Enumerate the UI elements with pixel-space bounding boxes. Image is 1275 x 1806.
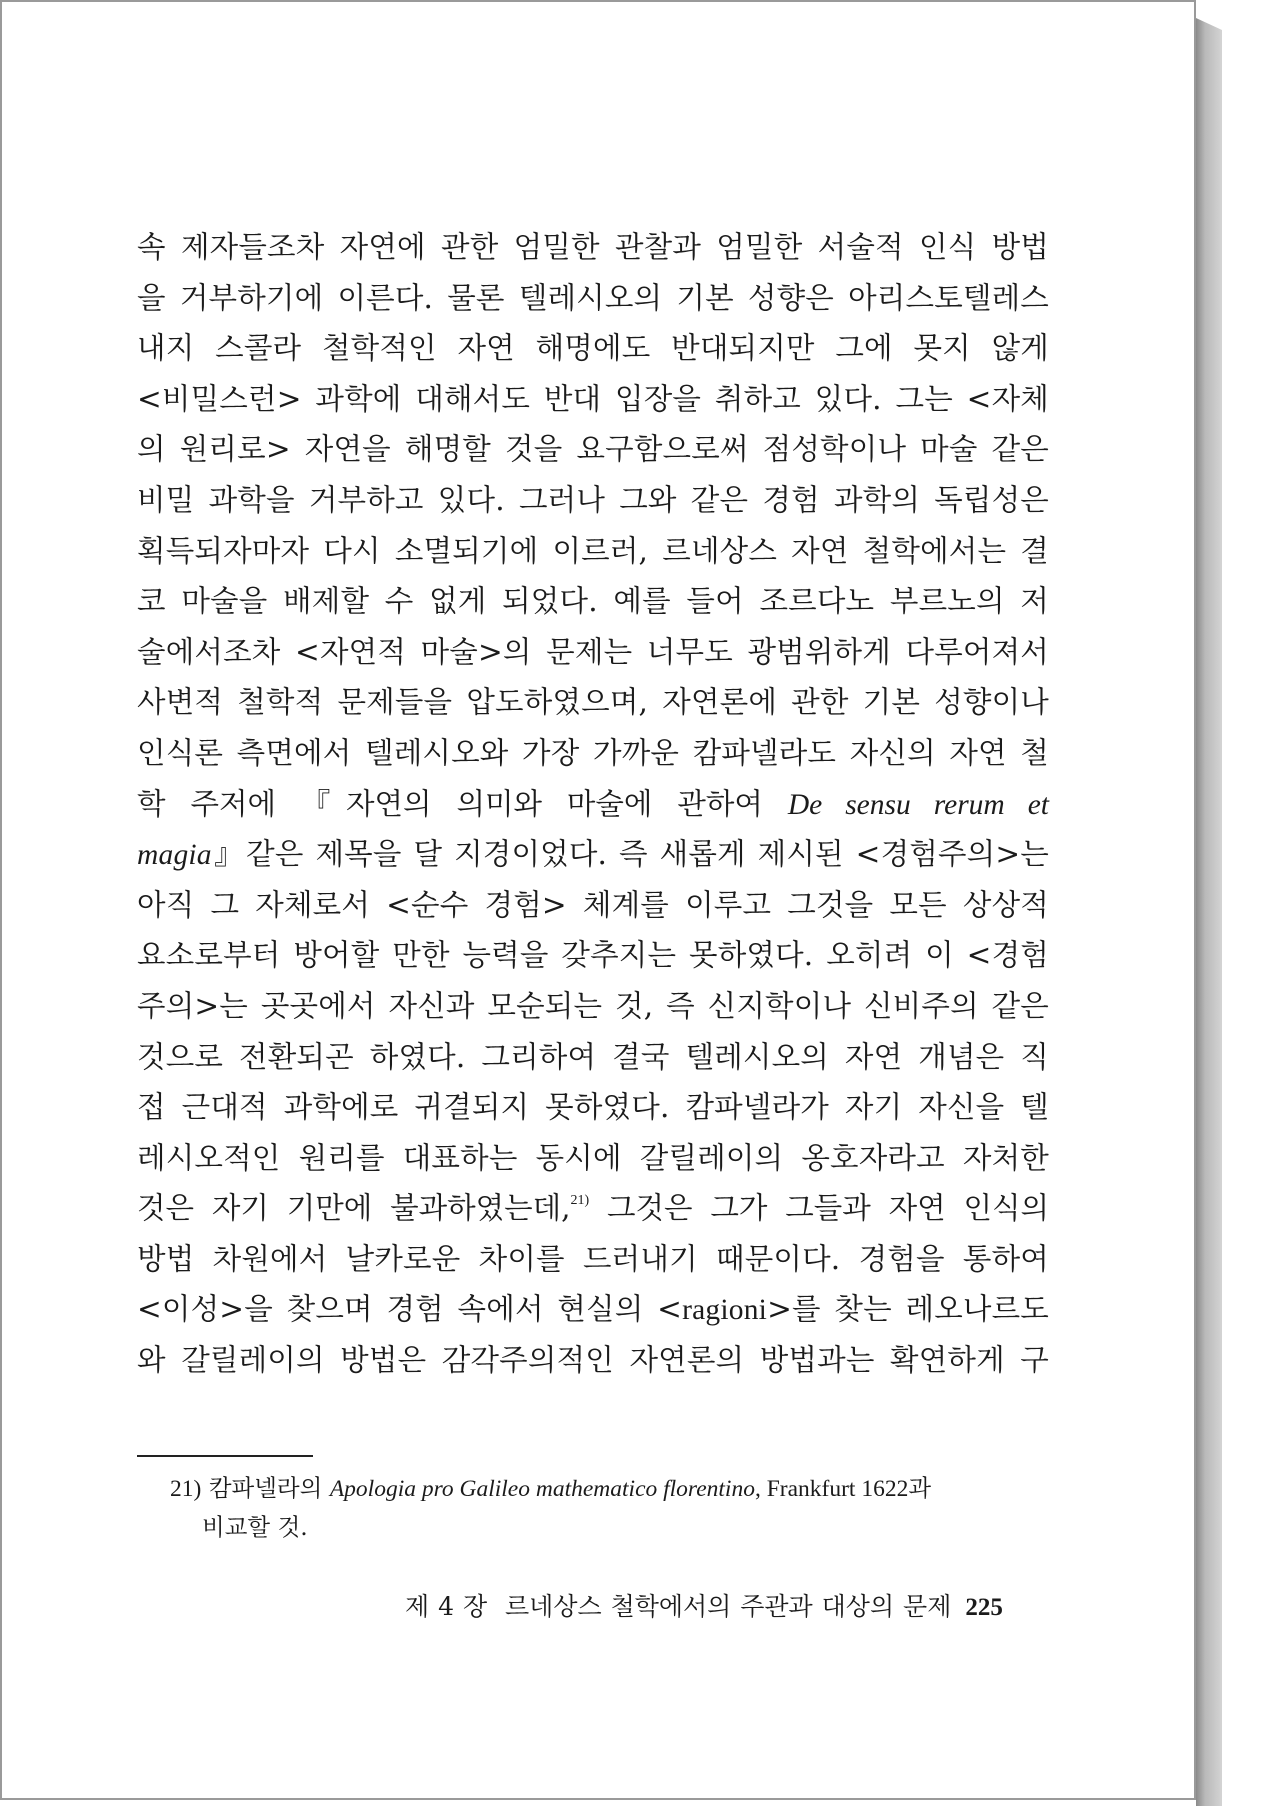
line-text: 그것은 그가 그들과 자연 인식의 — [607, 1191, 1049, 1226]
body-line: 코 마술을 배제할 수 없게 되었다. 예를 들어 조르다노 부르노의 저 — [137, 584, 1049, 619]
body-line: 레시오적인 원리를 대표하는 동시에 갈릴레이의 옹호자라고 자처한 — [137, 1140, 1049, 1175]
body-line: 비밀 과학을 거부하고 있다. 그러나 그와 같은 경험 과학의 독립성은 — [137, 482, 1049, 517]
body-line: 을 거부하기에 이른다. 물론 텔레시오의 기본 성향은 아리스토텔레스 — [137, 280, 1049, 315]
body-line: 접 근대적 과학에로 귀결되지 못하였다. 캄파넬라가 자기 자신을 텔 — [137, 1090, 1049, 1125]
body-line: 속 제자들조차 자연에 관한 엄밀한 관찰과 엄밀한 서술적 인식 방법 — [137, 230, 1049, 264]
latin-word: ragioni — [682, 1294, 768, 1327]
body-line — [137, 829, 1049, 880]
page-number: 225 — [965, 1594, 1003, 1621]
body-line: 아직 그 자체로서 <순수 경험> 체계를 이루고 그것을 모든 상상적 — [137, 887, 1049, 922]
body-line: 방법 차원에서 날카로운 차이를 드러내기 때문이다. 경험을 통하여 — [137, 1241, 1049, 1276]
body-line: 것으로 전환되곤 하였다. 그리하여 결국 텔레시오의 자연 개념은 직 — [137, 1039, 1049, 1074]
footnote-line: 비교할 것. — [202, 1513, 308, 1541]
body-line: <비밀스런> 과학에 대해서도 반대 입장을 취하고 있다. 그는 <자체 — [137, 381, 1049, 416]
chapter-label: 제 4 장 — [405, 1592, 488, 1621]
footnote-number: 21) — [170, 1476, 202, 1502]
body-line — [137, 1284, 1049, 1335]
body-line: 술에서조차 <자연적 마술>의 문제는 너무도 광범위하게 다루어져서 — [137, 634, 1049, 669]
footnote-divider — [137, 1455, 313, 1457]
footnote-text: , Frankfurt 1622과 — [754, 1476, 932, 1502]
body-line: 내지 스콜라 철학적인 자연 해명에도 반대되지만 그에 못지 않게 — [137, 331, 1049, 366]
body-line: 요소로부터 방어할 만한 능력을 갖추지는 못하였다. 오히려 이 <경험 — [137, 938, 1049, 973]
running-footer — [405, 1590, 1025, 1625]
footnote-reference: 21) — [570, 1193, 590, 1209]
body-line: 사변적 철학적 문제들을 압도하였으며, 자연론에 관한 기본 성향이나 — [137, 685, 1049, 720]
latin-title: magia — [137, 839, 212, 872]
body-text — [137, 222, 1049, 1386]
line-text: <이성>을 찾으며 경험 속에서 현실의 < — [137, 1292, 683, 1327]
line-text: 』같은 제목을 달 지경이었다. 즉 새롭게 제시된 <경험주의>는 — [211, 837, 1049, 872]
body-line — [137, 779, 1049, 830]
body-line: 와 갈릴레이의 방법은 감각주의적인 자연론의 방법과는 확연하게 구 — [137, 1343, 1049, 1378]
line-text: 학 주저에 『자연의 의미와 마술에 관하여 — [137, 786, 763, 821]
footnote-text: 캄파넬라의 — [208, 1474, 323, 1502]
line-text: >를 찾는 레오나르도 — [767, 1292, 1049, 1327]
body-line: 획득되자마자 다시 소멸되기에 이르러, 르네상스 자연 철학에서는 결 — [137, 533, 1049, 568]
footnote-italic-title: Apologia pro Galileo mathematico florentino — [329, 1476, 755, 1502]
body-line: 주의>는 곳곳에서 자신과 모순되는 것, 즉 신지학이나 신비주의 같은 — [137, 988, 1049, 1023]
chapter-title: 르네상스 철학에서의 주관과 대상의 문제 — [505, 1592, 952, 1621]
page-edge-shadow — [1196, 18, 1222, 1806]
body-line — [137, 1183, 1049, 1234]
footnote-line — [170, 1469, 1050, 1508]
line-text: 것은 자기 기만에 불과하였는데, — [137, 1191, 571, 1226]
body-line: 의 원리로> 자연을 해명할 것을 요구함으로써 점성학이나 마술 같은 — [137, 432, 1049, 467]
footnote — [170, 1469, 1050, 1546]
latin-title: De sensu rerum et — [787, 788, 1049, 821]
body-line: 인식론 측면에서 텔레시오와 가장 가까운 캄파넬라도 자신의 자연 철 — [137, 735, 1049, 770]
